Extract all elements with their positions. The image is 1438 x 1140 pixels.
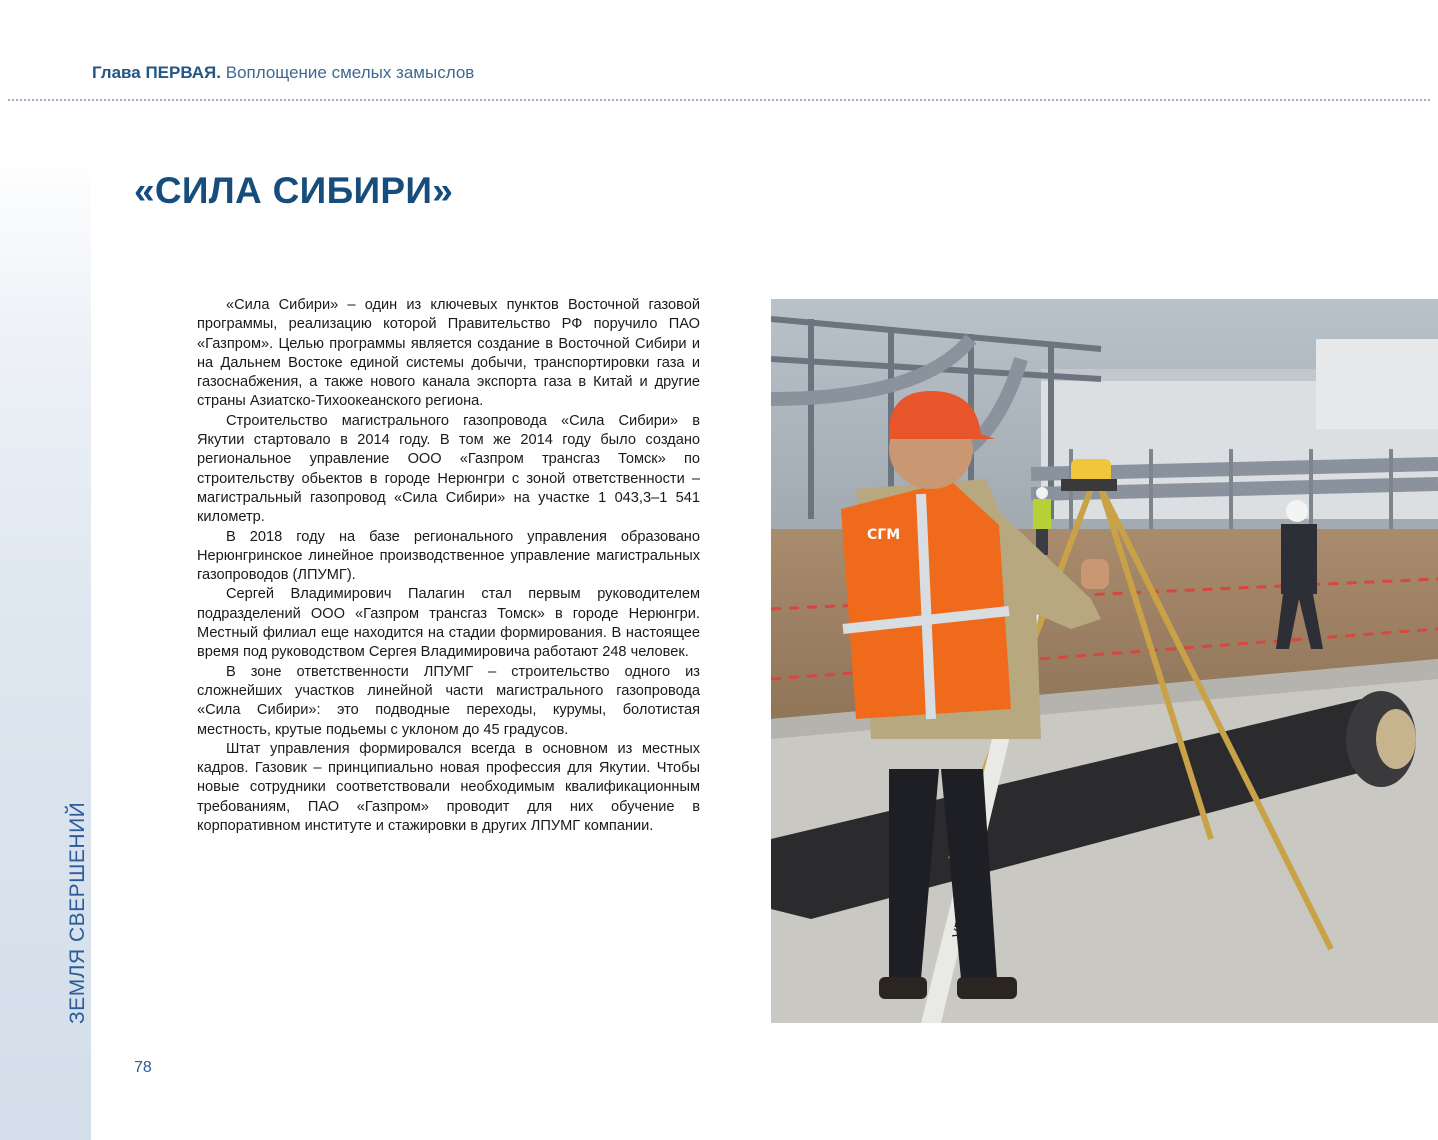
paragraph: В зоне ответственности ЛПУМГ – строительство одного из сложнейших участков линейной части магистрального газопровода «Сила Сибири»: это подводные переходы, курумы, болотистая местность, крутые подьемы с уклоном до 45 градусов. xyxy=(197,663,700,738)
paragraph: Строительство магистрального газопровода «Сила Сибири» в Якутии стартовало в 2014 году. В том же 2014 году было создано региональное управление ООО «Газпром трансгаз Томск» по строительству обьектов в городе Нерюнгри с зоной ответственности – магистральный газопровод «Сила Сибири» на участке 1 043,3–1 541 километр. xyxy=(197,412,700,526)
page-title: «СИЛА СИБИРИ» xyxy=(134,170,454,211)
running-head xyxy=(92,63,474,83)
dotted-divider xyxy=(8,99,1430,101)
chapter-subtitle: Воплощение смелых замыслов xyxy=(225,63,475,82)
construction-photo xyxy=(771,299,1438,1023)
paragraph: «Сила Сибири» – один из ключевых пунктов Восточной газовой программы, реализацию которой Правительство РФ поручило ПАО «Газпром». Целью программы является создание в Восточной Сибири и на Дальнем Востоке единой системы добычи, транспортировки газа и газоснабжения, а также нового канала экспорта газа в Китай и другие страны Азиатско-Тихоокеанского региона. xyxy=(197,297,700,410)
paragraph: Штат управления формировался всегда в основном из местных кадров. Газовик – принципиально новая профессия для Якутии. Чтобы новые сотрудники соответствовали необходимым квалификационным требованиям, ПАО «Газпром» проводит для них обучение в корпоративном институте и стажировки в других ЛПУМГ компании. xyxy=(197,740,700,835)
vest-logo: СГМ xyxy=(867,527,901,543)
photo-illustration xyxy=(771,299,1438,1023)
sidebar-label: ЗЕМЛЯ СВЕРШЕНИЙ xyxy=(66,801,89,1024)
paragraph: Сергей Владимирович Палагин стал первым руководителем подразделений ООО «Газпром трансгаз Томск» в городе Нерюнгри. Местный филиал еще находится на стадии формирования. В настоящее время под руководством Сергея Владимировича работают 248 человек. xyxy=(197,586,700,661)
chapter-label: Глава ПЕРВАЯ. xyxy=(92,63,221,82)
page-number: 78 xyxy=(134,1059,152,1076)
article-body xyxy=(197,296,700,836)
paragraph: В 2018 году на базе регионального управления образовано Нерюнгринское линейное производственное управление магистральных газопроводов (ЛПУМГ). xyxy=(197,528,700,584)
